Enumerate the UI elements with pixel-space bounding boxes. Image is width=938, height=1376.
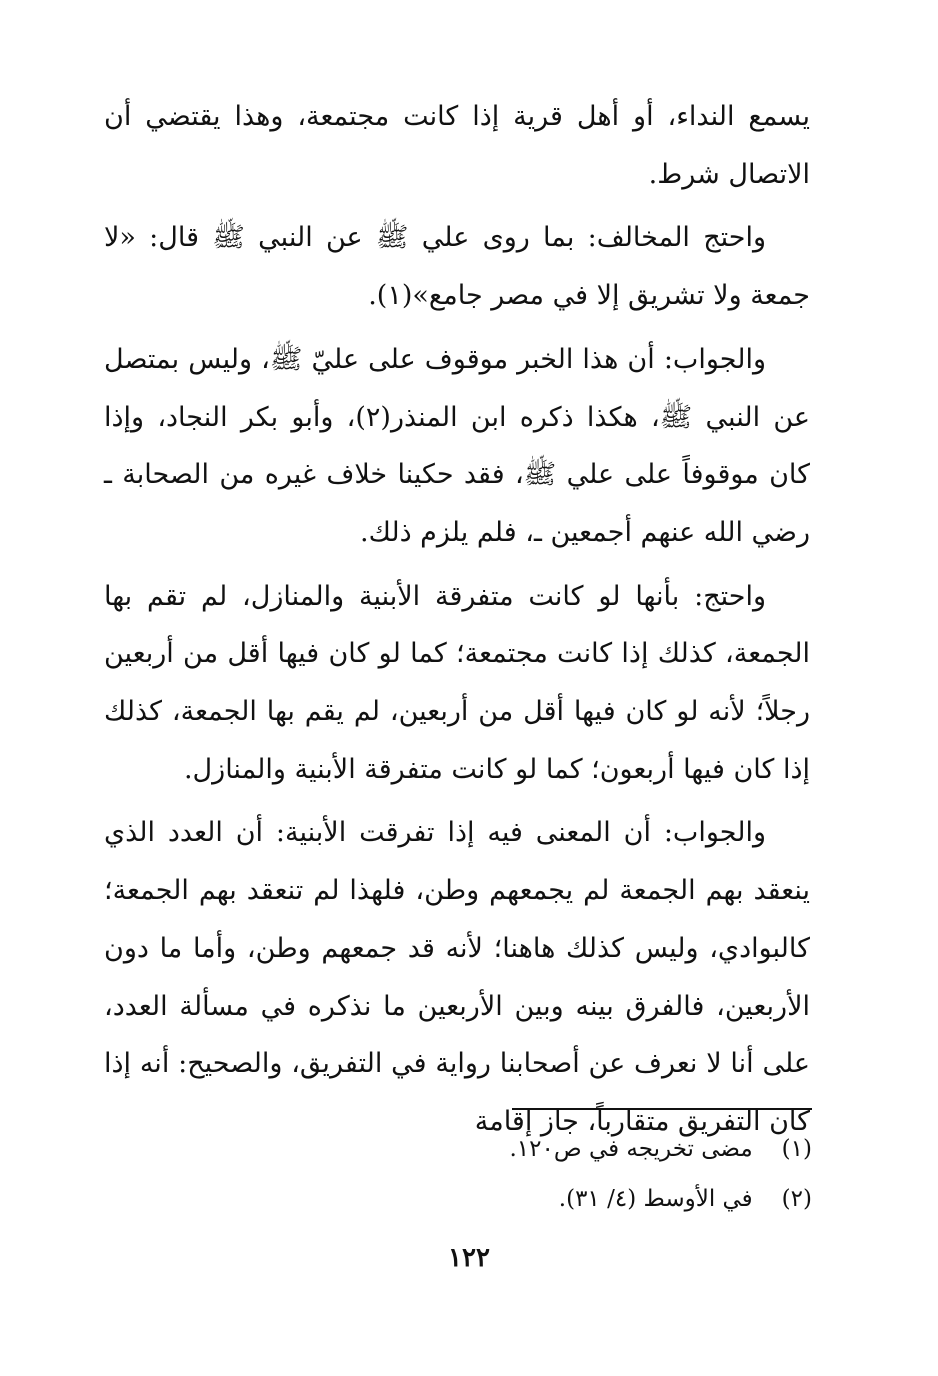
footnote-2 [300, 1174, 812, 1224]
footnote-text: في الأوسط (٤/ ٣١). [558, 1186, 753, 1212]
footnote-number: (١) [781, 1136, 812, 1162]
footnotes [300, 1124, 812, 1224]
footnote-text: مضى تخريجه في ص١٢٠. [509, 1136, 753, 1162]
paragraph-4: واحتج: بأنها لو كانت متفرقة الأبنية والمنازل، لم تقم بها الجمعة، كذلك إذا كانت مجتمعة؛ كما لو كان فيها أقل من أربعين رجلاً؛ لأنه لو كان فيها أقل من أربعين، لم يقم بها الجمعة، كذلك إذا كان فيها أربعون؛ كما لو كانت متفرقة الأبنية والمنازل. [104, 580, 810, 785]
page-number: ١٢٢ [448, 1243, 490, 1273]
paragraph-3: والجواب: أن هذا الخبر موقوف على عليّ ﷺ، وليس بمتصل عن النبي ﷺ، هكذا ذكره ابن المنذر(٢)، وأبو بكر النجاد، وإذا كان موقوفاً على علي ﷺ، فقد حكينا خلاف غيره من الصحابة ـ رضي الله عنهم أجمعين ـ، فلم يلزم ذلك. [104, 343, 810, 548]
paragraph-5: والجواب: أن المعنى فيه إذا تفرقت الأبنية: أن العدد الذي ينعقد بهم الجمعة لم يجمعهم وطن، فلهذا لم تنعقد بهم الجمعة؛ كالبوادي، وليس كذلك هاهنا؛ لأنه قد جمعهم وطن، وأما ما دون الأربعين، فالفرق بينه وبين الأربعين ما نذكره في مسألة العدد، على أنا لا نعرف عن أصحابنا رواية في التفريق، والصحيح: أنه إذا كان التفريق متقارباً، جاز إقامة [104, 817, 810, 1137]
paragraph-2: واحتج المخالف: بما روى علي ﷺ عن النبي ﷺ قال: «لا جمعة ولا تشريق إلا في مصر جامع»(١). [104, 222, 810, 312]
footnote-separator [512, 1108, 812, 1110]
footnote-1 [300, 1124, 812, 1174]
paragraph-1: يسمع النداء، أو أهل قرية إذا كانت مجتمعة، وهذا يقتضي أن الاتصال شرط. [104, 101, 810, 190]
main-text [104, 88, 810, 1157]
footnote-number: (٢) [781, 1186, 812, 1212]
